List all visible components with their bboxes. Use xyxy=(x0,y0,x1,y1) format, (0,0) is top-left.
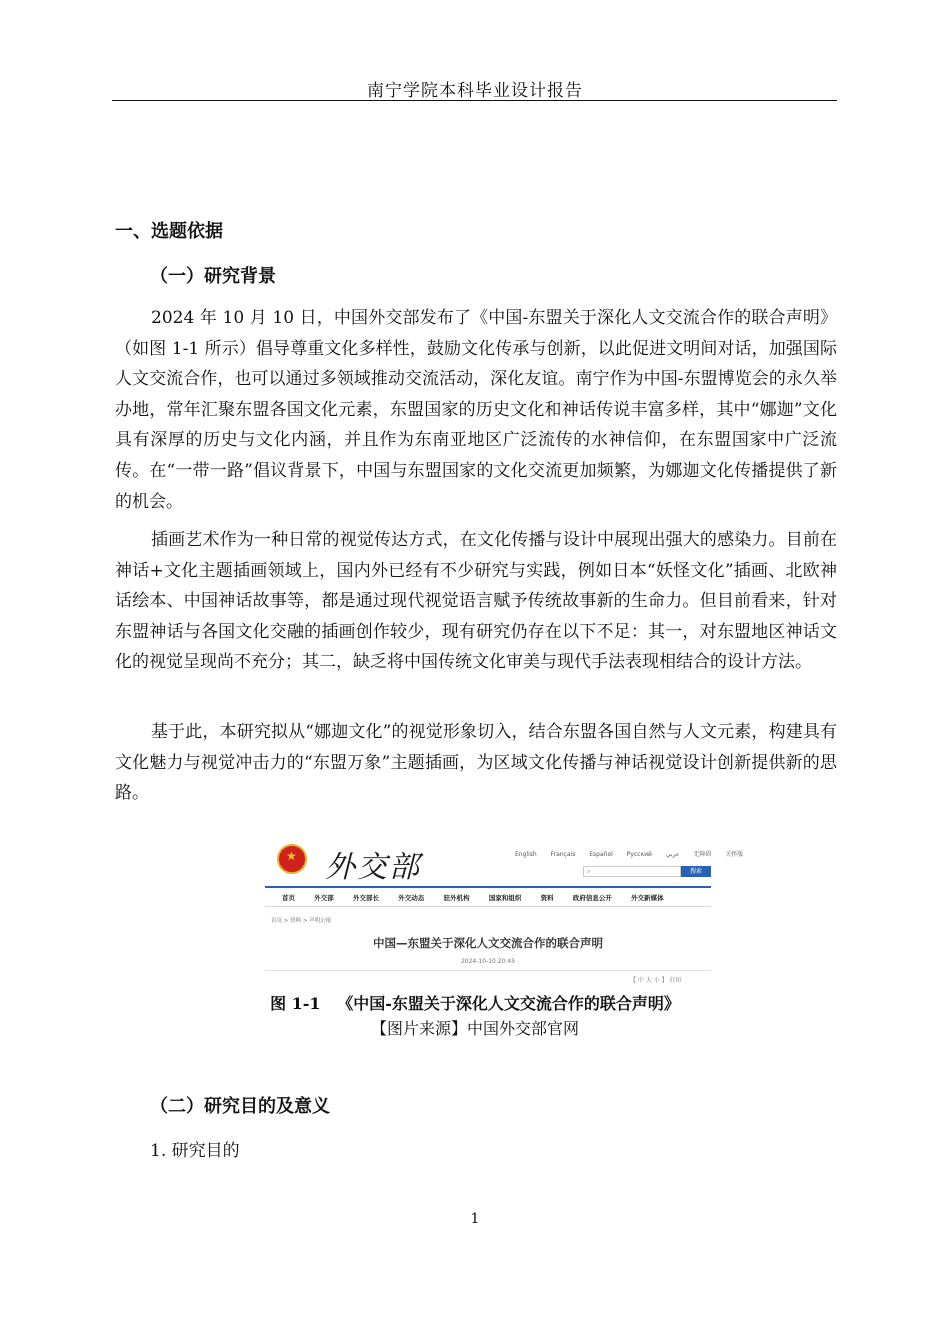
paragraph-2: 插画艺术作为一种日常的视觉传达方式，在文化传播与设计中展现出强大的感染力。目前在神话+文化主题插画领域上，国内外已经有不少研究与实践，例如日本“妖怪文化”插画、北欧神话绘本、中国神话故事等，都是通过现代视觉语言赋予传统故事新的生命力。但目前看来，针对东盟神话与各国文化交融的插画创作较少，现有研究仍存在以下不足：其一，对东盟地区神话文化的视觉呈现尚不充分；其二，缺乏将中国传统文化审美与现代手法表现相结合的设计方法。 xyxy=(115,530,837,673)
national-emblem-icon xyxy=(277,844,307,874)
article-date: 2024-10-10 20:45 xyxy=(460,958,516,965)
lang-english: English xyxy=(515,851,537,858)
figure-screenshot xyxy=(265,838,744,988)
paragraph-1: 2024 年 10 月 10 日，中国外交部发布了《中国-东盟关于深化人文交流合作的联合声明》（如图 1-1 所示）倡导尊重文化多样性，鼓励文化传承与创新，以此促进文明间对话，加强国际人文交流合作，也可以通过多领域推动交流活动，深化友谊。南宁作为中国-东盟博览会的永久举办地，常年汇聚东盟各国文化元素，东盟国家的历史文化和神话传说丰富多样，其中“娜迦”文化具有深厚的历史与文化内涵，并且作为东南亚地区广泛流传的水神信仰，在东盟国家中广泛流传。在“一带一路”倡议背景下，中国与东盟国家的文化交流更加频繁，为娜迦文化传播提供了新的机会。 xyxy=(115,308,837,512)
section-heading-1: 一、选题依据 xyxy=(115,221,223,242)
paragraph-3: 基于此，本研究拟从“娜迦文化”的视觉形象切入，结合东盟各国自然与人文元素，构建具有文化魅力与视觉冲击力的“东盟万象”主题插画，为区域文化传播与神话视觉设计创新提供新的思路。 xyxy=(115,722,837,804)
font-size-tools: 【 中 大 小 】 打印 xyxy=(630,977,682,984)
subsection-heading: 1. 研究目的 xyxy=(150,1141,240,1161)
nav-top-rule xyxy=(265,886,711,888)
nav-item: 政府信息公开 xyxy=(572,894,612,902)
lang-russian: Русский xyxy=(626,851,652,858)
lang-arabic: عربي xyxy=(665,851,680,858)
nav-item: 外交部 xyxy=(314,894,334,902)
lang-care: 关怀版 xyxy=(725,851,744,858)
search-input: ⌕ xyxy=(583,866,681,877)
nav-item: 资料 xyxy=(540,894,554,902)
breadcrumb: 首页 > 资料 > 声明公报 xyxy=(271,918,332,924)
nav-item: 外交新媒体 xyxy=(631,894,664,902)
article-title: 中国—东盟关于深化人文交流合作的联合声明 xyxy=(373,936,603,950)
nav-item: 外交动态 xyxy=(398,894,425,902)
mfa-logo: 外交部 xyxy=(325,850,421,885)
search-button: 搜索 xyxy=(681,866,711,877)
lang-french: Français xyxy=(550,851,576,858)
article-rule xyxy=(265,970,711,971)
header-rule xyxy=(112,100,837,101)
lang-accessible: 无障碍 xyxy=(693,851,712,858)
figure-caption: 图 1-1 《中国-东盟关于深化人文交流合作的联合声明》 xyxy=(270,994,680,1013)
nav-item: 驻外机构 xyxy=(443,894,470,902)
main-nav xyxy=(265,893,711,902)
page-number: 1 xyxy=(470,1211,480,1227)
section-heading-purpose: （二）研究目的及意义 xyxy=(150,1096,330,1117)
nav-item: 国家和组织 xyxy=(488,894,522,902)
language-links xyxy=(515,849,755,858)
nav-item: 首页 xyxy=(282,894,295,902)
nav-bottom-rule xyxy=(265,906,711,907)
page-header-title: 南宁学院本科毕业设计报告 xyxy=(367,81,583,101)
nav-item: 外交部长 xyxy=(353,894,380,902)
figure-source: 【图片来源】中国外交部官网 xyxy=(370,1019,579,1038)
lang-spanish: Español xyxy=(589,851,613,858)
section-heading-background: （一）研究背景 xyxy=(150,266,276,287)
